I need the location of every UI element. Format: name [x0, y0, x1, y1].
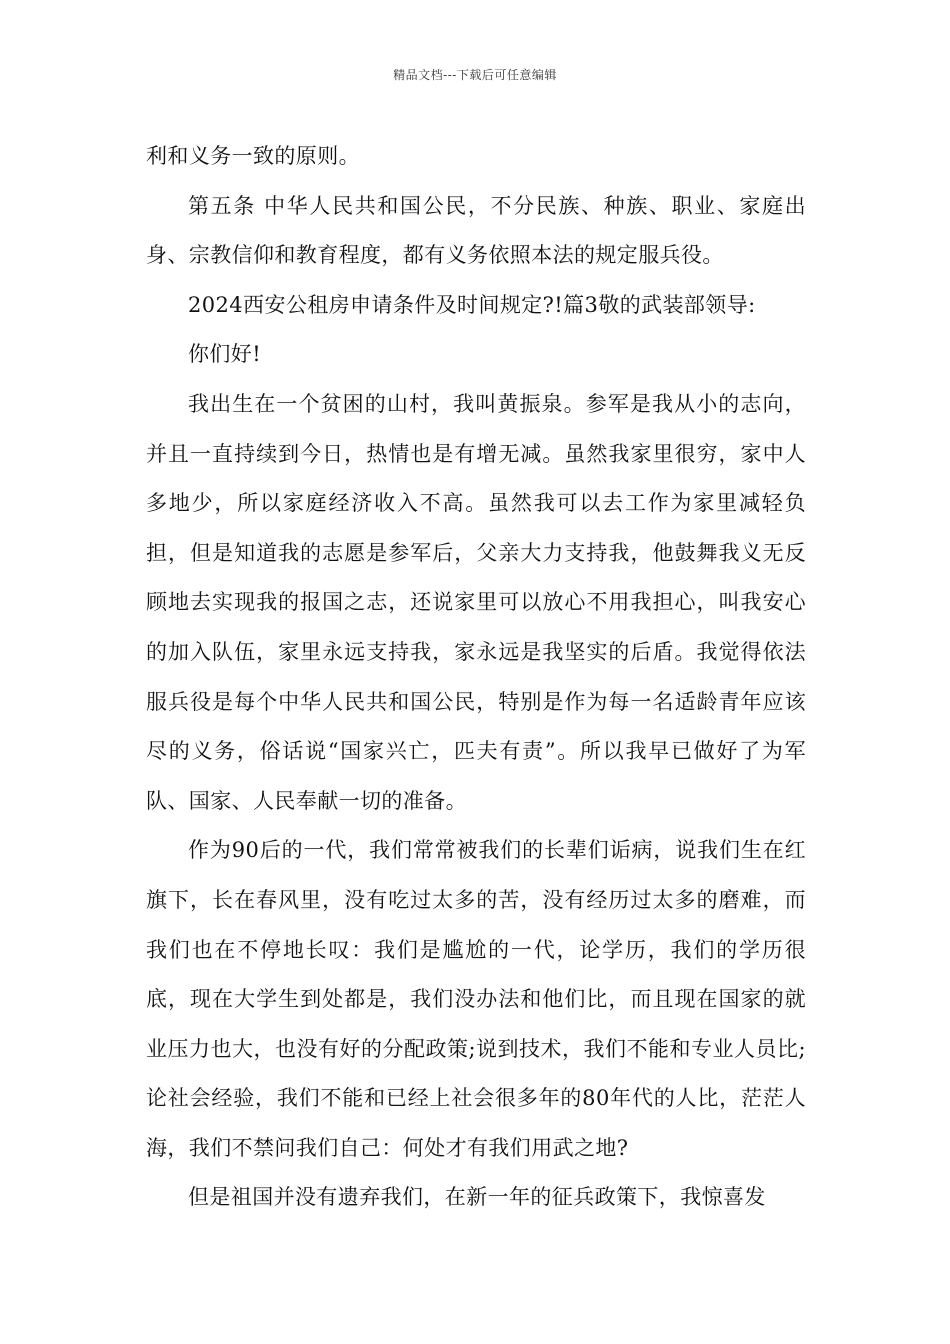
page-header: 精品文档---下载后可任意编辑 [393, 68, 557, 82]
document-body [146, 132, 806, 1223]
paragraph: 我出生在一个贫困的山村，我叫黄振泉。参军是我从小的志向，并且一直持续到今日，热情也是有增无减。虽然我家里很穷，家中人多地少，所以家庭经济收入不高。虽然我可以去工作为家里减轻负担，但是知道我的志愿是参军后，父亲大力支持我，他鼓舞我义无反顾地去实现我的报国之志，还说家里可以放心不用我担心，叫我安心的加入队伍，家里永远支持我，家永远是我坚实的后盾。我觉得依法服兵役是每个中华人民共和国公民，特别是作为每一名适龄青年应该尽的义务，俗话说“国家兴亡，匹夫有责”。所以我早已做好了为军队、国家、人民奉献一切的准备。 [146, 391, 806, 813]
paragraph: 利和义务一致的原则。 [146, 144, 360, 168]
paragraph: 2024西安公租房申请条件及时间规定?!篇3敬的武装部领导: [188, 292, 756, 317]
paragraph: 作为90后的一代，我们常常被我们的长辈们诟病，说我们生在红旗下，长在春风里，没有吃过太多的苦，没有经历过太多的磨难，而我们也在不停地长叹：我们是尴尬的一代，论学历，我们的学历很底，现在大学生到处都是，我们没办法和他们比，而且现在国家的就业压力也大，也没有好的分配政策;说到技术，我们不能和专业人员比;论社会经验，我们不能和已经上社会很多年的80年代的人比，茫茫人海，我们不禁问我们自己：何处才有我们用武之地? [146, 838, 806, 1160]
paragraph: 但是祖国并没有遗弃我们，在新一年的征兵政策下，我惊喜发 [188, 1185, 766, 1210]
paragraph: 你们好! [188, 342, 262, 367]
paragraph: 第五条 中华人民共和国公民，不分民族、种族、职业、家庭出身、宗教信仰和教育程度，都有义务依照本法的规定服兵役。 [146, 193, 806, 268]
